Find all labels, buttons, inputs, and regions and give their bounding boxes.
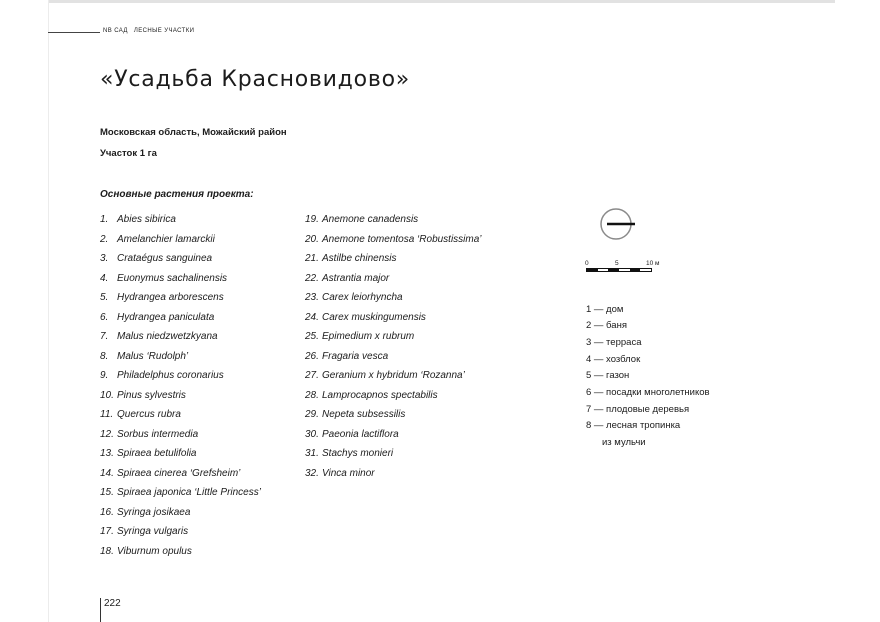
plant-number: 10. — [100, 389, 114, 401]
plant-number: 20. — [305, 233, 319, 245]
plant-item — [100, 483, 261, 503]
page-left-edge — [48, 0, 49, 622]
scale-label-end: 10 м — [646, 260, 660, 267]
plant-number: 1. — [100, 214, 109, 226]
plant-name: Astrantia major — [322, 272, 390, 284]
plant-item — [305, 444, 482, 464]
plant-name: Hydrangea paniculata — [117, 311, 215, 323]
project-location: Московская область, Можайский район — [100, 127, 287, 138]
legend-item: 1 — дом — [586, 303, 624, 315]
plant-item — [100, 288, 261, 308]
plant-item — [305, 327, 482, 347]
plant-item — [100, 464, 261, 484]
plant-number: 28. — [305, 389, 319, 401]
plant-name: Paeonia lactiflora — [322, 428, 399, 440]
plant-item — [305, 249, 482, 269]
plant-item — [100, 425, 261, 445]
project-area: Участок 1 га — [100, 148, 157, 159]
plant-number: 13. — [100, 448, 114, 460]
plant-number: 5. — [100, 292, 109, 304]
plant-item — [100, 269, 261, 289]
plant-item — [100, 210, 261, 230]
plant-name: Malus niedzwetzkyana — [117, 331, 218, 343]
plant-item — [100, 230, 261, 250]
map-legend — [586, 302, 710, 452]
legend-item: 3 — терраса — [586, 336, 642, 348]
legend-item: 5 — газон — [586, 370, 630, 382]
plant-number: 27. — [305, 370, 319, 382]
header-section: NB САД — [103, 28, 128, 34]
scale-segment — [598, 269, 609, 271]
plant-item — [100, 327, 261, 347]
plant-name: Carex muskingumensis — [322, 311, 426, 323]
plant-item — [305, 269, 482, 289]
plant-number: 12. — [100, 428, 114, 440]
plant-name: Crataégus sanguinea — [117, 253, 213, 265]
plant-name: Spiraea japonica ‘Little Princess’ — [117, 487, 261, 499]
plant-name: Viburnum opulus — [117, 545, 192, 557]
scale-segment — [640, 269, 651, 271]
plant-number: 15. — [100, 487, 114, 499]
scale-segment — [608, 269, 619, 271]
plant-name: Stachys monieri — [322, 448, 394, 460]
plant-name: Syringa vulgaris — [117, 526, 189, 538]
plants-heading: Основные растения проекта: — [100, 189, 254, 200]
plant-item — [305, 425, 482, 445]
plant-number: 2. — [100, 233, 109, 245]
plant-item — [100, 405, 261, 425]
plant-name: Vinca minor — [322, 467, 375, 479]
plant-name: Epimedium x rubrum — [322, 331, 415, 343]
plant-name: Quercus rubra — [117, 409, 181, 421]
plant-item — [100, 522, 261, 542]
plant-number: 9. — [100, 370, 109, 382]
plant-item — [305, 366, 482, 386]
plant-name: Lamprocapnos spectabilis — [322, 389, 438, 401]
page-top-edge — [48, 0, 835, 3]
legend-item-continuation: из мульчи — [602, 436, 646, 448]
plant-item — [100, 308, 261, 328]
plant-item — [305, 464, 482, 484]
plant-item — [305, 210, 482, 230]
scale-label-start: 0 — [585, 260, 589, 267]
plant-name: Fragaria vesca — [322, 350, 389, 362]
scale-bar — [586, 268, 652, 272]
plant-name: Amelanchier lamarckii — [117, 233, 215, 245]
plant-number: 31. — [305, 448, 319, 460]
plant-number: 18. — [100, 545, 114, 557]
scale-segment — [587, 269, 598, 271]
plant-item — [100, 503, 261, 523]
plant-item — [100, 386, 261, 406]
plant-name: Spiraea cinerea ‘Grefsheim’ — [117, 467, 241, 479]
plant-item — [305, 308, 482, 328]
plant-item — [305, 347, 482, 367]
plant-name: Abies sibirica — [117, 214, 176, 226]
plant-list-column-1 — [100, 210, 261, 561]
plant-name: Nepeta subsessilis — [322, 409, 406, 421]
plant-number: 30. — [305, 428, 319, 440]
plant-number: 16. — [100, 506, 114, 518]
plant-name: Sorbus intermedia — [117, 428, 199, 440]
plant-number: 3. — [100, 253, 109, 265]
plant-item — [100, 444, 261, 464]
plant-number: 11. — [100, 409, 114, 421]
plant-number: 23. — [305, 292, 319, 304]
plant-name: Malus ‘Rudolph’ — [117, 350, 189, 362]
header-rule — [48, 32, 100, 33]
plant-name: Carex leiorhyncha — [322, 292, 403, 304]
scale-segment — [619, 269, 630, 271]
plant-name: Hydrangea arborescens — [117, 292, 224, 304]
legend-item: 8 — лесная тропинка — [586, 420, 681, 432]
plant-number: 21. — [305, 253, 319, 265]
plant-number: 24. — [305, 311, 319, 323]
north-arrow-icon — [598, 206, 638, 242]
plant-name: Pinus sylvestris — [117, 389, 186, 401]
scale-label-mid: 5 — [615, 260, 619, 267]
plant-item — [100, 366, 261, 386]
scale-segment — [630, 269, 641, 271]
header-subsection: ЛЕСНЫЕ УЧАСТКИ — [133, 28, 195, 34]
plant-number: 32. — [305, 467, 319, 479]
plant-item — [100, 542, 261, 562]
plant-name: Spiraea betulifolia — [117, 448, 197, 460]
plant-item — [305, 405, 482, 425]
plant-list-column-2 — [305, 210, 482, 483]
plant-name: Astilbe chinensis — [322, 253, 397, 265]
plant-item — [305, 230, 482, 250]
legend-item: 6 — посадки многолетников — [586, 386, 710, 398]
plant-number: 8. — [100, 350, 109, 362]
plant-number: 29. — [305, 409, 319, 421]
page-title: «Усадьба Красновидово» — [100, 67, 410, 92]
plant-number: 26. — [305, 350, 319, 362]
plant-name: Syringa josikaea — [117, 506, 191, 518]
plant-number: 6. — [100, 311, 109, 323]
plant-number: 7. — [100, 331, 109, 343]
plant-item — [100, 347, 261, 367]
running-header — [103, 27, 194, 35]
plant-name: Geranium x hybridum ‘Rozanna’ — [322, 370, 465, 382]
plant-number: 17. — [100, 526, 114, 538]
legend-item: 7 — плодовые деревья — [586, 403, 690, 415]
plant-item — [305, 288, 482, 308]
plant-number: 19. — [305, 214, 319, 226]
plant-name: Anemone canadensis — [322, 214, 419, 226]
plant-name: Euonymus sachalinensis — [117, 272, 228, 284]
plant-name: Philadelphus coronarius — [117, 370, 224, 382]
plant-number: 4. — [100, 272, 109, 284]
plant-name: Anemone tomentosa ‘Robustissima’ — [322, 233, 482, 245]
plant-item — [305, 386, 482, 406]
legend-item: 2 — баня — [586, 320, 627, 332]
plant-number: 25. — [305, 331, 319, 343]
plant-number: 14. — [100, 467, 114, 479]
page-number-rule — [100, 598, 101, 622]
legend-item: 4 — хозблок — [586, 353, 641, 365]
plant-item — [100, 249, 261, 269]
page-number: 222 — [104, 598, 121, 609]
plant-number: 22. — [305, 272, 319, 284]
